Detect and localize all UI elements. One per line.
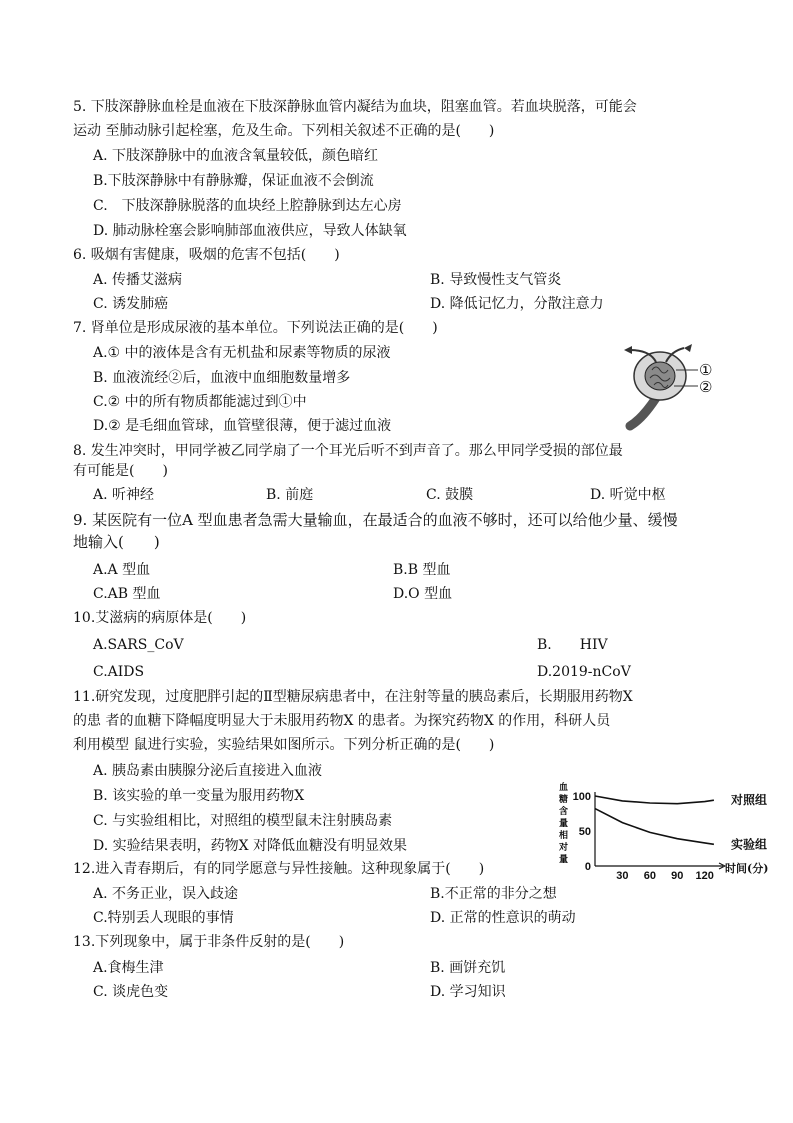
question-12-option-b: B.不正常的非分之想: [430, 886, 557, 902]
arrow-left-icon: [624, 346, 632, 354]
y-tick-label: 50: [578, 826, 591, 838]
question-11-stem-line-1: 11.研究发现，过度肥胖引起的Ⅱ型糖尿病患者中，在注射等量的胰岛素后，长期服用药物X: [73, 689, 633, 705]
question-6-option-d: D. 降低记忆力，分散注意力: [430, 296, 604, 312]
question-8-option-b: B. 前庭: [266, 487, 314, 503]
question-13-stem: 13.下列现象中，属于非条件反射的是( ): [73, 934, 345, 950]
question-5-option-a: A. 下肢深静脉中的血液含氧量较低，颜色暗红: [93, 148, 379, 164]
figure-label-2: ②: [699, 378, 713, 396]
question-5-stem-line-1: 5. 下肢深静脉血栓是血液在下肢深静脉血管内凝结为血块，阻塞血管。若血块脱落，可能会: [73, 99, 637, 115]
question-6-option-a: A. 传播艾滋病: [93, 272, 183, 288]
question-10-option-b: B. HIV: [537, 637, 608, 653]
question-10-option-a: A.SARS_CoV: [93, 637, 184, 653]
y-axis-label-char: 相: [559, 831, 569, 841]
glomerulus: [645, 362, 675, 390]
question-5-option-d: D. 肺动脉栓塞会影响肺部血液供应，导致人体缺氧: [93, 223, 407, 239]
question-7-option-c: C.② 中的所有物质都能滤过到①中: [93, 394, 307, 410]
question-6-option-c: C. 诱发肺癌: [93, 296, 169, 312]
question-12-option-d: D. 正常的性意识的萌动: [430, 910, 576, 926]
series-label: 对照组: [731, 793, 768, 808]
question-8-stem-line-2: 有可能是( ): [73, 463, 168, 479]
question-6-stem: 6. 吸烟有害健康，吸烟的危害不包括( ): [73, 247, 340, 263]
question-7-option-b: B. 血液流经②后，血液中血细胞数量增多: [93, 370, 351, 386]
question-8-option-d: D. 听觉中枢: [590, 487, 666, 503]
question-5-stem-line-2: 运动 至肺动脉引起栓塞，危及生命。下列相关叙述不正确的是( ): [73, 123, 495, 139]
question-11-option-b: B. 该实验的单一变量为服用药物X: [93, 788, 305, 804]
question-9-option-c: C.AB 型血: [93, 586, 161, 602]
y-axis-label: [558, 781, 568, 865]
x-tick-label: 90: [671, 870, 684, 880]
y-axis-label-char: 糖: [559, 795, 569, 805]
question-12-option-a: A. 不务正业，误入歧途: [93, 886, 239, 902]
y-tick-labels: [573, 791, 591, 873]
blood-sugar-chart: [555, 780, 785, 880]
y-tick-label: 0: [584, 861, 591, 873]
question-13-option-d: D. 学习知识: [430, 984, 506, 1000]
question-13-option-a: A.食梅生津: [93, 960, 164, 976]
question-11-option-a: A. 胰岛素由胰腺分泌后直接进入血液: [93, 763, 323, 779]
y-axis-label-char: 含: [559, 807, 569, 817]
question-11-option-d: D. 实验结果表明，药物X 对降低血糖没有明显效果: [93, 838, 408, 854]
question-7-option-d: D.② 是毛细血管球，血管壁很薄，便于滤过血液: [93, 418, 392, 434]
x-axis-label: 时间(分): [725, 862, 769, 875]
figure-label-1: ①: [699, 361, 713, 379]
question-8-option-a: A. 听神经: [93, 487, 155, 503]
question-8-stem-line-1: 8. 发生冲突时，甲同学被乙同学扇了一个耳光后听不到声音了。那么甲同学受损的部位最: [73, 443, 623, 459]
question-5-option-c: C. 下肢深静脉脱落的血块经上腔静脉到达左心房: [93, 198, 402, 214]
y-axis-label-char: 血: [559, 783, 569, 793]
question-12-option-c: C.特别丢人现眼的事情: [93, 910, 234, 926]
series-line: [595, 809, 714, 845]
question-11-stem-line-3: 利用模型 鼠进行实验，实验结果如图所示。下列分析正确的是( ): [73, 737, 495, 753]
question-12-stem: 12.进入青春期后，有的同学愿意与异性接触。这种现象属于( ): [73, 861, 485, 877]
x-tick-label: 60: [643, 870, 656, 880]
question-10-stem: 10.艾滋病的病原体是( ): [73, 610, 247, 626]
y-axis-label-char: 对: [559, 843, 569, 853]
question-13-option-b: B. 画饼充饥: [430, 960, 506, 976]
question-5-option-b: B.下肢深静脉中有静脉瓣，保证血液不会倒流: [93, 173, 374, 189]
chart-series: [595, 796, 714, 844]
series-line: [595, 796, 714, 804]
question-9-option-a: A.A 型血: [93, 562, 151, 578]
question-7-option-a: A.① 中的液体是含有无机盐和尿素等物质的尿液: [93, 345, 391, 361]
x-tick-label: 120: [695, 870, 714, 880]
question-13-option-c: C. 谈虎色变: [93, 984, 169, 1000]
x-tick-labels: [616, 870, 714, 880]
y-axis-label-char: 量: [559, 819, 569, 829]
question-9-option-d: D.O 型血: [393, 586, 453, 602]
y-axis-label-char: 量: [559, 855, 569, 865]
question-9-stem-line-1: 9. 某医院有一位A 型血患者急需大量输血，在最适合的血液不够时，还可以给他少量、缓慢: [73, 511, 678, 529]
arrow-right-icon: [684, 344, 692, 352]
question-9-option-b: B.B 型血: [393, 562, 451, 578]
question-8-option-c: C. 鼓膜: [426, 487, 474, 503]
y-tick-label: 100: [572, 791, 591, 803]
question-10-option-c: C.AIDS: [93, 664, 145, 680]
question-11-option-c: C. 与实验组相比，对照组的模型鼠未注射胰岛素: [93, 813, 393, 829]
question-7-stem: 7. 肾单位是形成尿液的基本单位。下列说法正确的是( ): [73, 320, 438, 336]
question-10-option-d: D.2019-nCoV: [537, 664, 631, 680]
chart-legend: [730, 792, 767, 851]
question-11-stem-line-2: 的患 者的血糖下降幅度明显大于未服用药物X 的患者。为探究药物X 的作用，科研人员: [73, 713, 611, 729]
series-label: 实验组: [731, 837, 768, 852]
question-9-stem-line-2: 地输入( ): [73, 533, 160, 551]
renal-tubule: [630, 398, 656, 426]
x-tick-label: 30: [616, 870, 629, 880]
question-6-option-b: B. 导致慢性支气管炎: [430, 272, 562, 288]
